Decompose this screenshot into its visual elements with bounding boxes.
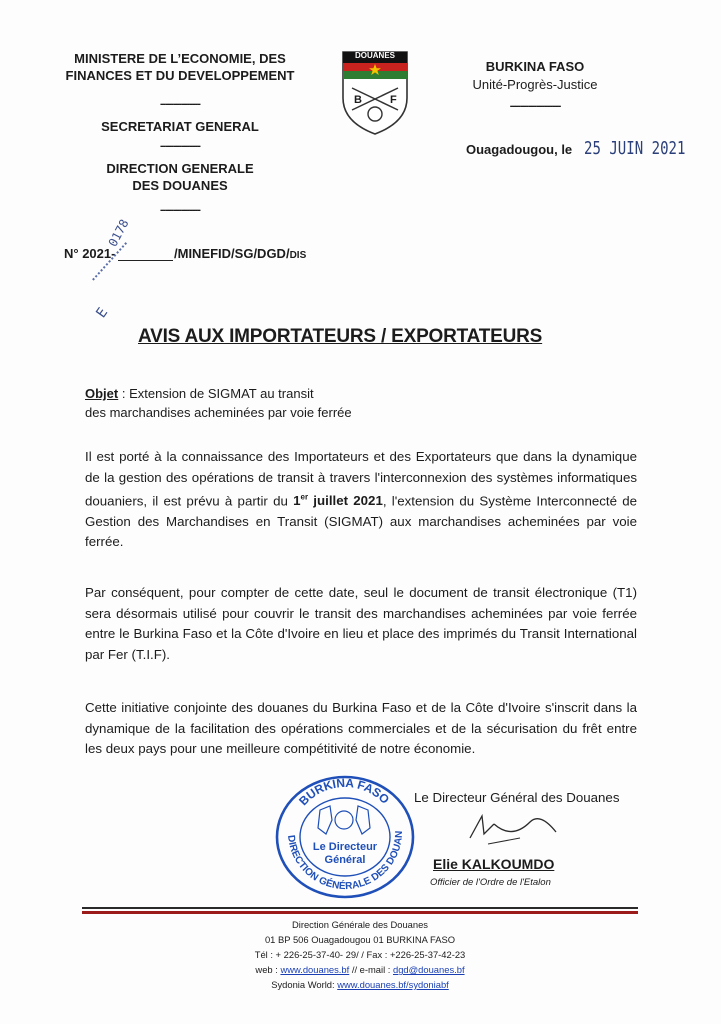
footer-email-label: // e-mail : xyxy=(349,964,393,975)
separator: ------------------- xyxy=(509,100,561,112)
signatory-name: Elie KALKOUMDO xyxy=(433,856,555,872)
notice-object xyxy=(85,384,352,422)
reference-suffix-main: /MINEFID/SG/DGD/ xyxy=(174,246,290,261)
ministry-name xyxy=(55,50,305,84)
reference-handwritten-number: 0178 xyxy=(105,216,132,249)
direction-line2: DES DOUANES xyxy=(132,178,228,193)
paragraph-3: Cette initiative conjointe des douanes du Burkina Faso et de la Côte d'Ivoire s'inscrit dans la dynamique de la facilitation des opérations commerciales et de la sécurisation du frêt entre les deux pays pour une meilleure compétitivité de notre économie. xyxy=(85,700,637,756)
paragraph-1 xyxy=(85,447,637,553)
stamp-center-line1: Le Directeur xyxy=(312,841,378,853)
para1-text-before: Il est porté à la connaissance des Importateurs et des Exportateurs que dans la dynamique de la gestion des opérations de transit à travers l'interconnexion des systèmes informatiques douaniers, il est prévu à partir du xyxy=(85,449,637,509)
direction-line1: DIRECTION GENERALE xyxy=(106,161,254,176)
date-place: Ouagadougou, le xyxy=(466,142,573,157)
para1-date-sup: er xyxy=(300,493,309,502)
date-stamp: 25 JUIN 2021 xyxy=(584,138,686,159)
footer-line1: Direction Générale des Douanes xyxy=(291,919,428,930)
reference-suffix xyxy=(174,246,306,261)
para1-date-day: 1 xyxy=(293,493,301,509)
object-line2: des marchandises acheminées par voie ferrée xyxy=(85,405,352,420)
logo-letter-f: F xyxy=(390,94,397,106)
separator: --------------- xyxy=(160,204,200,216)
ministry-line2: FINANCES ET DU DEVELOPPEMENT xyxy=(65,68,295,83)
reference-prefix: N° 2021- xyxy=(64,246,116,261)
handwritten-signature xyxy=(460,804,570,852)
signatory-role: Le Directeur Général des Douanes xyxy=(414,790,620,805)
direction-name xyxy=(55,160,305,194)
registration-stamp-letter: E xyxy=(93,304,112,322)
footer-web-line xyxy=(180,962,540,977)
object-label: Objet xyxy=(85,386,119,401)
stamp-center-line2: Général xyxy=(324,854,366,866)
footer-contact xyxy=(180,917,540,992)
country-motto: Unité-Progrès-Justice xyxy=(472,77,598,92)
customs-logo xyxy=(340,50,410,136)
footer-rule-dark xyxy=(82,907,638,909)
country-name: BURKINA FASO xyxy=(485,59,585,74)
object-line1: : Extension de SIGMAT au transit xyxy=(118,386,314,401)
logo-letter-b: B xyxy=(354,94,362,106)
para1-text-after: , l'extension du Système Interconnecté de Gestion des Marchandises en Transit (SIGMAT) aux marchandises acheminées par voie ferrée. xyxy=(85,493,637,550)
footer-web-label: web : xyxy=(255,964,281,975)
sydonia-link[interactable]: www.douanes.bf/sydoniabf xyxy=(337,979,449,990)
separator: --------------- xyxy=(160,98,200,110)
stamp-bottom-text: DIRECTION GÉNÉRALE DES DOUAN xyxy=(285,830,406,893)
website-link[interactable]: www.douanes.bf xyxy=(280,964,350,975)
footer-rule-red xyxy=(82,911,638,914)
footer-sydonia-label: Sydonia World: xyxy=(271,979,338,990)
email-link[interactable]: dgd@douanes.bf xyxy=(393,964,465,975)
footer-line3: Tél : + 226-25-37-40- 29/ / Fax : +226-25-37-42-23 xyxy=(254,949,466,960)
logo-banner-text: DOUANES xyxy=(354,51,395,60)
footer-line2: 01 BP 506 Ouagadougou 01 BURKINA FASO xyxy=(264,934,456,945)
ministry-line1: MINISTERE DE L’ECONOMIE, DES xyxy=(74,51,286,66)
reference-suffix-small: DIS xyxy=(289,250,307,261)
para1-date-rest: juillet 2021 xyxy=(308,493,383,509)
official-stamp xyxy=(270,772,420,902)
separator: --------------- xyxy=(160,140,200,152)
notice-title: AVIS AUX IMPORTATEURS / EXPORTATEURS xyxy=(138,326,543,347)
footer-sydonia-line xyxy=(180,977,540,992)
secretariat-label: SECRETARIAT GENERAL xyxy=(101,119,259,134)
signatory-distinction: Officier de l'Ordre de l'Etalon xyxy=(430,877,551,888)
paragraph-2: Par conséquent, pour compter de cette date, seul le document de transit électronique (T1) sera désormais utilisé pour couvrir le transit des marchandises acheminées par voie ferrée entre le Burkina Faso et la Côte d'Ivoire en lieu et place des imprimés du Transit International par Fer (T.I.F). xyxy=(85,585,637,662)
stamp-top-text: BURKINA FASO xyxy=(296,775,393,809)
